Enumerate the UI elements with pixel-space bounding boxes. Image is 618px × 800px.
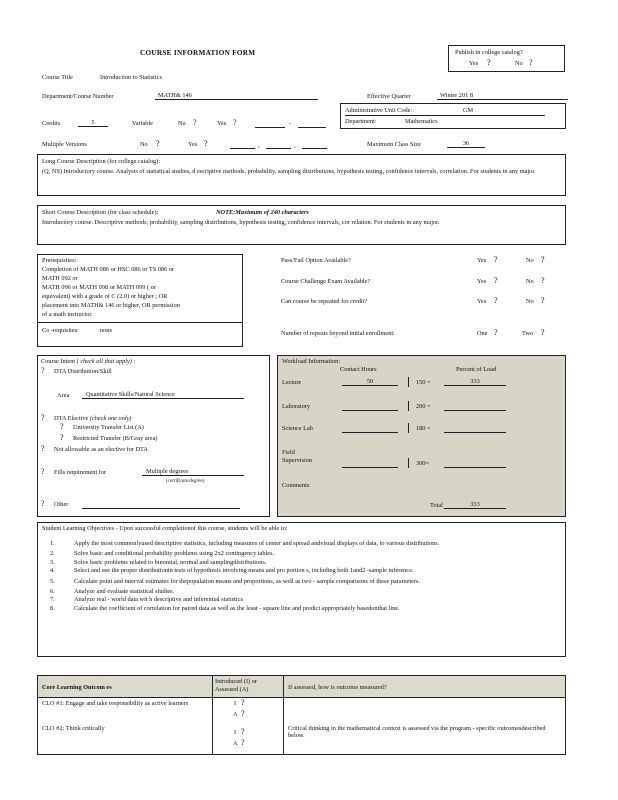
objective-number: 1. — [50, 540, 55, 547]
objective-text[interactable]: Analyze and evaluate statistical studies. — [74, 588, 175, 596]
dta-distribution-label: DTA Distribution/Skill — [54, 368, 112, 375]
clo-introduced-label: I — [234, 700, 237, 707]
repeat-no-checkbox[interactable]: ? — [541, 296, 545, 305]
clo-introduced-label: I — [234, 729, 237, 736]
clo-assessed-label: A — [233, 711, 238, 718]
objective-number: 4. — [50, 567, 55, 575]
department-value[interactable]: Mathematics — [405, 118, 438, 125]
repeat-yes-checkbox[interactable]: ? — [494, 296, 498, 305]
objective-text[interactable]: Analyze real - world data wit h descriptive and inferential statistics — [74, 596, 243, 604]
clo-row-name: CLO #1: Engage and take responsibility as active learners — [42, 700, 189, 707]
transfer-b-label: Restricted Transfer (B/Gray area) — [73, 435, 158, 442]
total-label: Total — [430, 502, 443, 509]
prerequisite-line[interactable]: of a math instructor. — [42, 311, 93, 318]
version-field-3[interactable] — [302, 148, 327, 149]
core-learning-outcomes-table — [37, 675, 566, 755]
publish-yes-checkbox[interactable]: ? — [487, 58, 491, 67]
course-intent-label: Course Intent ( — [41, 358, 79, 365]
credits-label: Credits — [42, 120, 61, 127]
prerequisite-line[interactable]: MATH 092 or — [42, 275, 78, 282]
contact-hours-header: Contact Hours — [340, 366, 377, 373]
max-class-size-label: Maximum Class Size — [367, 141, 421, 148]
workload-row-name: Science Lab — [282, 425, 313, 432]
prerequisites-label: Prerequisites: — [42, 257, 77, 264]
corequisites-value[interactable]: none — [100, 327, 113, 334]
variable-yes-checkbox[interactable]: ? — [233, 118, 237, 127]
challenge-exam-label: Course Challenge Exam Available? — [281, 278, 371, 285]
repeats-two-checkbox[interactable]: ? — [541, 328, 545, 337]
short-description-text[interactable]: Introductory course. Descriptive methods, probability, sampling distributions, hypothesis testing, confidence intervals, cor relation. For students in any major. — [42, 219, 440, 226]
multiple-versions-label: Multiple Versions — [42, 141, 87, 148]
fills-requirement-checkbox[interactable]: ? — [41, 467, 45, 476]
pass-fail-yes-label: Yes — [477, 257, 487, 264]
dept-course-value[interactable]: MATH& 146 — [155, 92, 318, 100]
effective-quarter-value[interactable]: Winter 201 8 — [437, 92, 568, 100]
repeats-count-label: Number of repeats beyond initial enrollment: — [281, 330, 395, 337]
publish-no-label: No — [515, 60, 523, 67]
objective-number: 6. — [50, 588, 55, 596]
objective-item — [50, 578, 555, 585]
admin-code-value[interactable]: GM — [463, 107, 474, 114]
prerequisite-line[interactable]: MATH 096 or MATH 098 or MATH 099 ( or — [42, 284, 156, 291]
other-checkbox[interactable]: ? — [41, 499, 45, 508]
objective-number: 7. — [50, 596, 55, 604]
objective-item — [50, 540, 555, 547]
variable-no-checkbox[interactable]: ? — [193, 118, 197, 127]
variable-min-field[interactable] — [255, 127, 285, 128]
repeats-two-label: Two — [522, 330, 534, 337]
workload-multiplier: 180 = — [416, 425, 431, 432]
pass-fail-yes-checkbox[interactable]: ? — [494, 255, 498, 264]
area-label: Area — [57, 392, 70, 399]
prerequisites-box — [37, 254, 243, 347]
objective-number: 8. — [50, 604, 55, 612]
short-description-box — [37, 205, 566, 245]
clo-assessed-checkbox[interactable]: ? — [241, 738, 245, 747]
clo-introduced-checkbox[interactable]: ? — [241, 698, 245, 707]
workload-row-name: Laboratory — [282, 403, 310, 410]
workload-percent-field[interactable] — [444, 459, 506, 468]
form-title: COURSE INFORMATION FORM — [140, 49, 256, 57]
clo-row-name: CLO #2: Think critically — [42, 725, 105, 732]
workload-multiplier: 200 = — [416, 403, 431, 410]
challenge-no-checkbox[interactable]: ? — [541, 276, 545, 285]
objective-text[interactable]: Calculate the coefficient of correlation for paired data as well as the least - square line and predict appropriately basedonthat line. — [74, 604, 400, 612]
transfer-a-checkbox[interactable]: ? — [60, 422, 64, 431]
objective-text[interactable]: Solve basic and conditional probability problems using 2x2 contingency tables. — [74, 550, 275, 558]
repeat-yes-label: Yes — [477, 298, 487, 305]
prerequisite-line[interactable]: equivalent) with a grade of C (2.0) or higher ; OR — [42, 293, 168, 300]
dta-distribution-checkbox[interactable]: ? — [41, 366, 45, 375]
transfer-b-checkbox[interactable]: ? — [60, 433, 64, 442]
department-label: Department: — [345, 118, 377, 125]
version-field-1[interactable] — [230, 148, 255, 149]
objective-item — [50, 559, 555, 566]
objective-number: 3. — [50, 558, 55, 566]
long-description-text[interactable]: (Q, NS) Introductory course. Analysis of statistical studies, d escriptive methods, probability, sampling distributions, hypothesis testing, confidence intervals, correlation. For students in any major. — [42, 168, 536, 175]
pass-fail-no-label: No — [526, 257, 534, 264]
pass-fail-label: Pass/Fail Option Available? — [281, 257, 351, 264]
version-field-2[interactable] — [266, 148, 291, 149]
workload-label: Workload Information: — [282, 358, 341, 365]
clo-measure-text[interactable]: Critical thinking in the mathematical context is assessed via the program - specific outcomesdescribed below. — [288, 725, 546, 740]
dept-course-label: Department/Course Number — [42, 93, 114, 100]
publish-yes-label: Yes — [469, 60, 479, 67]
learning-objectives-label: Student Learning Objectives - Upon successful completionof this course, students will be able to: — [42, 525, 288, 532]
total-value[interactable]: 333 — [444, 501, 506, 509]
multiple-no-label: No — [140, 141, 148, 148]
objective-text[interactable]: Select and use the proper distributionin tests of hypothesis involving means and pro portion s, including both 1and2 -sample inference. — [74, 567, 414, 575]
comments-label: Comments — [282, 482, 310, 489]
effective-quarter-label: Effective Quarter — [367, 93, 411, 100]
objective-text[interactable]: Solve basic problems related to binomial, normal and samplingdistributions. — [74, 558, 267, 566]
workload-row-name: Field Supervision — [282, 449, 313, 464]
percent-load-header: Percent of Load — [456, 366, 497, 373]
dta-elective-instructions: (check one only) — [89, 415, 132, 422]
credits-value[interactable]: 5 — [78, 119, 108, 127]
publish-label: Publish in college catalog? — [455, 49, 523, 56]
objective-item — [50, 596, 555, 603]
clo-assessed-checkbox[interactable]: ? — [241, 709, 245, 718]
course-intent-box — [37, 355, 270, 517]
repeat-no-label: No — [526, 298, 534, 305]
multiple-yes-checkbox[interactable]: ? — [204, 139, 208, 148]
admin-unit-box — [340, 103, 566, 129]
publish-box — [448, 45, 565, 72]
pass-fail-no-checkbox[interactable]: ? — [541, 255, 545, 264]
objectives-list — [50, 540, 555, 612]
learning-objectives-box — [37, 522, 566, 657]
corequisites-label: Co -requisites: — [42, 327, 79, 334]
clo-header-outcome: Core Learning Outcom es — [42, 684, 112, 691]
course-intent-instructions: check all that apply) : — [80, 358, 136, 365]
workload-percent-field[interactable]: 333 — [444, 378, 506, 386]
variable-label: Variable — [132, 120, 153, 127]
short-description-label: Short Course Description (for class schedule): — [42, 209, 159, 216]
workload-percent-field[interactable] — [444, 402, 506, 411]
prerequisite-line[interactable]: placement into MATH& 146 or higher, OR permission — [42, 302, 180, 309]
workload-multiplier: 300= — [416, 460, 429, 467]
variable-no-label: No — [178, 120, 186, 127]
objective-number: 2. — [50, 550, 55, 558]
workload-row-name: Lecture — [282, 379, 302, 386]
repeats-one-label: One — [477, 330, 488, 337]
other-field[interactable] — [82, 508, 240, 509]
prerequisite-line[interactable]: Completion of MATH 086 or HSC 086 or TS 086 or — [42, 266, 175, 273]
admin-code-label: Administrative Unit Code: — [345, 107, 413, 114]
version-comma-1: , — [258, 142, 260, 149]
dta-elective-label: DTA Elective — [54, 415, 89, 422]
max-class-size-value[interactable]: 36 — [447, 140, 485, 148]
workload-box — [277, 355, 566, 517]
fills-requirement-label: Fills requirement for — [54, 469, 107, 476]
objective-text[interactable]: Calculate point and interval estimates for thepopulation means and proportions, as well as two - sample comparisons of these parameters. — [74, 577, 421, 585]
long-description-label: Long Course Description (for college catalog): — [42, 158, 161, 165]
challenge-yes-checkbox[interactable]: ? — [494, 276, 498, 285]
fills-requirement-sublabel: (certificate/degree) — [166, 479, 205, 484]
course-title-value[interactable]: Introduction to Statistics — [100, 74, 162, 81]
clo-header-introduced: Introduced (I) or Assessed (A) — [215, 678, 257, 693]
area-value[interactable]: Quantitative Skills/Natural Science — [82, 391, 244, 399]
repeats-one-checkbox[interactable]: ? — [494, 328, 498, 337]
objective-text[interactable]: Apply the most commonlyused descriptive statistics, including measures of center and spread andvisual displays of data, to various distributions. — [74, 540, 440, 547]
challenge-yes-label: Yes — [477, 278, 487, 285]
clo-introduced-checkbox[interactable]: ? — [241, 727, 245, 736]
long-description-box — [37, 154, 566, 196]
multiple-no-checkbox[interactable]: ? — [156, 139, 160, 148]
objective-item — [50, 550, 555, 557]
course-title-label: Course Title — [42, 74, 73, 81]
fills-requirement-value[interactable]: Multiple degrees — [142, 468, 244, 476]
workload-hours-field[interactable] — [342, 424, 398, 433]
challenge-no-label: No — [526, 278, 534, 285]
other-label: Other — [54, 501, 69, 508]
workload-hours-field[interactable]: 50 — [342, 378, 398, 386]
not-allowable-label: Not allowable as an elective for DTA — [54, 446, 148, 453]
publish-no-checkbox[interactable]: ? — [529, 58, 533, 67]
version-comma-2: , — [294, 142, 296, 149]
dta-elective-checkbox[interactable]: ? — [41, 413, 45, 422]
objective-item — [50, 588, 555, 595]
workload-hours-field[interactable] — [342, 459, 398, 468]
not-allowable-checkbox[interactable]: ? — [41, 444, 45, 453]
multiple-yes-label: Yes — [188, 141, 198, 148]
objective-number: 5. — [50, 577, 55, 585]
objective-item — [50, 567, 555, 574]
variable-max-field[interactable] — [298, 127, 326, 128]
workload-multiplier: 150 = — [416, 379, 431, 386]
variable-yes-label: Yes — [217, 120, 227, 127]
objective-item — [50, 605, 555, 612]
workload-hours-field[interactable] — [342, 402, 398, 411]
transfer-a-label: University Transfer List (A) — [73, 424, 144, 431]
repeat-credit-label: Can course be repeated for credit? — [281, 298, 368, 305]
range-dash: - — [289, 120, 292, 127]
clo-assessed-label: A — [233, 740, 238, 747]
clo-header-measured: If assessed, how is outcome measured? — [288, 684, 387, 691]
workload-percent-field[interactable] — [444, 424, 506, 433]
short-description-note: NOTE:Maximum of 240 characters — [216, 209, 309, 216]
